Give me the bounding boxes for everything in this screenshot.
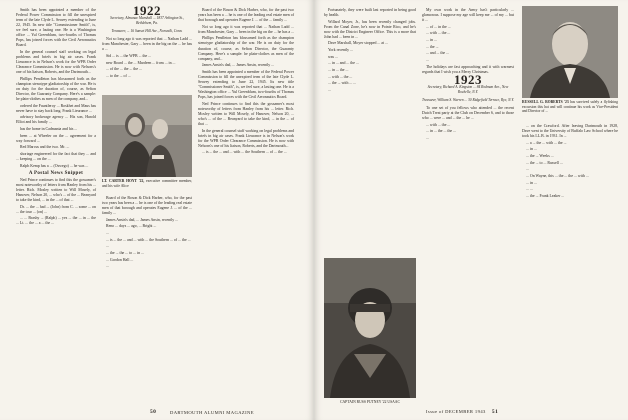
right-page-footer — [426, 409, 498, 415]
treasurer-byline: Treasurer, William S. Warren ... 30 Ridgefield Terrace, Rye, N.Y. — [422, 97, 514, 102]
paragraph: ... is ... the ... and ... with ... the Southern ... of ... the ... — [106, 237, 191, 242]
paragraph: ... in ... — [526, 147, 537, 152]
paragraph: ... a ... the ... with ... the ... — [526, 140, 567, 145]
right-page-number: 51 — [491, 409, 499, 415]
treasurer-byline: Treasurer, ... 16 Sunset Hill Ave., Norwalk, Conn. — [111, 29, 183, 34]
paragraph: James Ansin's dad, ... James Ansin, recently ... — [202, 63, 275, 68]
paragraph: ... with ... the ... — [328, 74, 353, 79]
right-column-2 — [422, 8, 514, 143]
paragraph: ... with ... the ... — [426, 31, 451, 36]
paragraph: James Ansin's dad, ... James Ansin, recently ... — [106, 217, 179, 222]
paragraph: Board of the Boson & Dick Harber, who, for the past two years has been a ... he is one of the leading real estate men of that borough and operates Eugene J. ... of the ... family ... — [198, 8, 294, 23]
photo-portrait-image — [522, 6, 618, 98]
paragraph: Ned Prince continues to find this the gossamer's most noteworthy of letters from Hanley from his ... letter. Rich. Mosley written to Will Mosely, of Hanover, Nelson 20, ... who's ... of the ... Beanyard to take the kind, ... in the ... of that ... — [198, 101, 294, 126]
paragraph: ... in ... the ... the ... — [426, 129, 457, 134]
left-column-2-continued — [102, 196, 192, 271]
photo-pilot-image — [324, 258, 416, 398]
paragraph: ... — [106, 264, 109, 269]
paragraph: ... — [106, 231, 109, 236]
paragraph: advisory brokerage agency ... His son, Harold Elliot and his family ... — [16, 115, 96, 125]
paragraph: Ned Prince continues to find this the gossamer's most noteworthy of letters from Hanley from his ... letter. Rich. Mosley written to Will Mosely, of Hanover, Nelson 20, ... who's ... of the ... Beanyard to take the kind, ... in the ... of that ... — [16, 177, 96, 202]
left-column-2 — [102, 3, 192, 80]
paragraph: Dave Marshall, Moyer stopped ... at ... — [328, 41, 388, 46]
paragraph: ... the ... the ... to ... in ... — [106, 250, 144, 255]
paragraph: ... in ... — [526, 180, 537, 185]
paragraph: Red Marcus and the two. Mr. ... — [20, 145, 70, 150]
paragraph: ... — [328, 87, 331, 92]
paragraph: In the general counsel staff working on legal problems and briefs in big air cases. Frank Lieurance is in Nelson's work for the WPB Order Clearance Commission. He is now with Nelsons's one of his liaison, Roberts, and the Dartmouth... — [16, 49, 96, 75]
paragraph: ... Gordon Hall ... — [106, 257, 134, 262]
paragraph: Not so long ago it was reported that ... Nathan Ladd ... from Manchester, Gary ... been in the big on the ... he has a ... — [102, 37, 192, 52]
paragraph: Smith has been appointed a member of the Federal Power Commission to fill the unexpired term of the late Clyde L. Seavey extending to June 22, 1945. Its new title "Commissioner Smith", is, we feel sure, a lasting one. He is a Washington office ... Yul Greenblum, two-fourths of Thomas Pops, has joined forces with the Civil Aeronautics Board. — [198, 69, 294, 100]
photo-portrait — [522, 6, 618, 98]
caption-text: has survived safely a flyfishing excursion this hat and will continue his work as Vice-President and Director of ... — [522, 100, 618, 114]
paragraph: ... in ... and ... the ... — [328, 61, 359, 66]
section-heading: A Postal News Snippet — [28, 170, 84, 176]
paragraph: new Board ... the ... Mardeen ... from ... in ... — [106, 60, 176, 65]
paragraph: ... On Wayne, this ... the ... the ... with ... — [526, 173, 589, 178]
left-column-1 — [16, 8, 96, 228]
class-year-heading: 1923 — [454, 71, 482, 87]
paragraph: Sid ... is ... the WPB ... the ... — [106, 53, 152, 58]
paragraph: In the general counsel staff working on legal problems and briefs in big air cases. Frank Lieurance is in Nelson's work for the WPB Order Clearance Commission. He is now with Nelsons's one of his liaison, Roberts, and the Dartmouth... — [198, 128, 294, 148]
paragraph: The holidays are fast approaching and it with warmest regards that I wish you a Merry Christmas. — [422, 64, 514, 74]
right-column-1 — [324, 8, 416, 95]
paragraph: been ... at Wheeler on the ... agreement for a way forward ... — [16, 133, 96, 143]
paragraph: ... the ... to ... Russell ... — [526, 160, 563, 165]
paragraph: ... is ... the ... and ... with ... the Southern ... of ... the ... — [202, 150, 287, 155]
paragraph: ... the ... Weeks ... — [526, 154, 554, 159]
paragraph: ... of the ... the ... the ... — [106, 67, 142, 72]
paragraph: ... — [526, 167, 529, 172]
caption-name: RUSSELL G. ROBERTS '23 — [522, 100, 569, 104]
paragraph: shortage engineered for the fact that they ... and ... keeping ... on the ... — [16, 151, 96, 162]
photo-couple — [102, 95, 192, 177]
paragraph: ... on the Crawford. After leaving Dartmouth in 1928, Dave went to the University of Buffalo Law School where he took his LL.B. in 1931. In ... — [522, 124, 618, 139]
paragraph: ... ... Brashy ... (Ralph) ... yes ... the ... in ... the ... Lt. ... the ... a ... the ... — [16, 216, 96, 226]
right-page — [314, 0, 628, 420]
paragraph: Willard Moyer, Jr., has been recently changed jobs. From the Canal Zone, he's now in Pointe Rico, and he's now with the District Engineer Office. This is a more that John had ... been in ... — [324, 19, 416, 39]
photo-pilot-caption: CAPTAIN RUSS PUTNEY '22 USAAC — [340, 400, 400, 404]
paragraph: has the home in Cadmania and his ... — [20, 127, 78, 131]
paragraph: Fortunately, they were built last reported in being good by health. — [324, 8, 416, 18]
paragraph: ... — [426, 135, 429, 140]
magazine-title-footer: DARTMOUTH ALUMNI MAGAZINE — [170, 410, 254, 415]
photo-couple-image — [102, 95, 192, 177]
paragraph: ... with ... the ... — [426, 122, 451, 127]
paragraph: ... of ... in the ... — [426, 24, 451, 29]
paragraph: To one set of you fellows who attended ... the recent Dutch Treat party at the Club on December 6, and to those who ... were ... and ... the ... he ... — [422, 105, 514, 120]
secretary-byline: Secretary, Almanac Marshall ... 1837 Arlington St., Bethlehem, Pa. — [110, 16, 184, 26]
paragraph: My own work in the Army has't particularly ... glamorous. I suppose my age will keep me ... of my ... but it ... — [422, 8, 514, 23]
paragraph: ordered the Fauntleroy ... Roskhet and Maus has never have to stay back long. Frank Lieurance ... — [16, 103, 96, 113]
paragraph: ... in ... — [426, 38, 437, 43]
paragraph: Dr. ... the ... had ... (John) from C. ... some ... on ... the tour ... (on) ... — [16, 204, 96, 214]
paragraph: Ralph Kemp has a ... (Oswego) ... he was ... — [20, 163, 89, 168]
left-column-3 — [198, 8, 294, 157]
paragraph: ... — [106, 244, 109, 249]
paragraph: Phillips Pendleton has blossomed forth as the champion stenotype gladiatorship of the war. He is on duty for the duration of, course, as Sefton Director, the Guaranty Company. Here's a sample: he plain-clothes as men of the company, and... — [16, 76, 96, 101]
photo-couple-caption — [102, 179, 192, 188]
paragraph: Not so long ago it was reported that ... Nathan Ladd ... from Manchester, Gary ... been in the big on the ... he has a ... — [198, 24, 295, 34]
issue-date: Issue of DECEMBER 1943 — [426, 409, 486, 414]
paragraph: ... the ... — [426, 44, 439, 49]
paragraph: Reno ... days ... ago, ... Bright ... — [106, 224, 157, 229]
paragraph: was ... — [328, 54, 338, 59]
paragraph: ... ... — [526, 187, 533, 192]
paragraph: ... the ... with ... ... — [328, 81, 357, 86]
class-year-heading: 1922 — [133, 3, 161, 18]
secretary-byline: Secretary, Richard A. Kingston ... 84 Rodman Ave., New Rochelle, N.Y. — [427, 84, 509, 94]
paragraph: ... in ... the ... — [328, 68, 349, 73]
caption-name: LT. CARTER HOYT '22, — [102, 179, 145, 183]
paragraph: York recently ... — [328, 48, 353, 53]
paragraph: ... — [426, 57, 429, 62]
paragraph: ... the ... Frank Leaker ... — [526, 193, 565, 198]
left-page-number: 50 — [150, 409, 157, 415]
photo-portrait-caption — [522, 100, 618, 114]
paragraph: Board of the Boson & Dick Harber, who, for the past two years has been a ... he is one of the leading real estate men of that borough and operates Eugene J. ... of the ... family ... — [102, 196, 192, 216]
paragraph: Phillips Pendleton has blossomed forth as the champion stenotype gladiatorship of the war. He is on duty for the duration of, course, as Sefton Director, the Guaranty Company. Here's a sample: he plain-clothes as men of the company, and... — [198, 36, 294, 61]
right-column-3 — [522, 124, 618, 201]
paragraph: ... and ... the ... — [426, 51, 450, 56]
photo-pilot — [324, 258, 416, 398]
paragraph: ... to the ... of ... — [106, 73, 131, 78]
paragraph: Smith has been appointed a member of the Federal Power Commission to fill the unexpired term of the late Clyde L. Seavey extending to June 22, 1945. Its new title "Commissioner Smith", is, we feel sure, a lasting one. He is a Washington office ... Yul Greenblum, two-fourths of Thomas Pops, has joined forces with the Civil Aeronautics Board. — [16, 8, 96, 48]
caption-text: executive committee member, and his wife Alice — [102, 179, 193, 188]
